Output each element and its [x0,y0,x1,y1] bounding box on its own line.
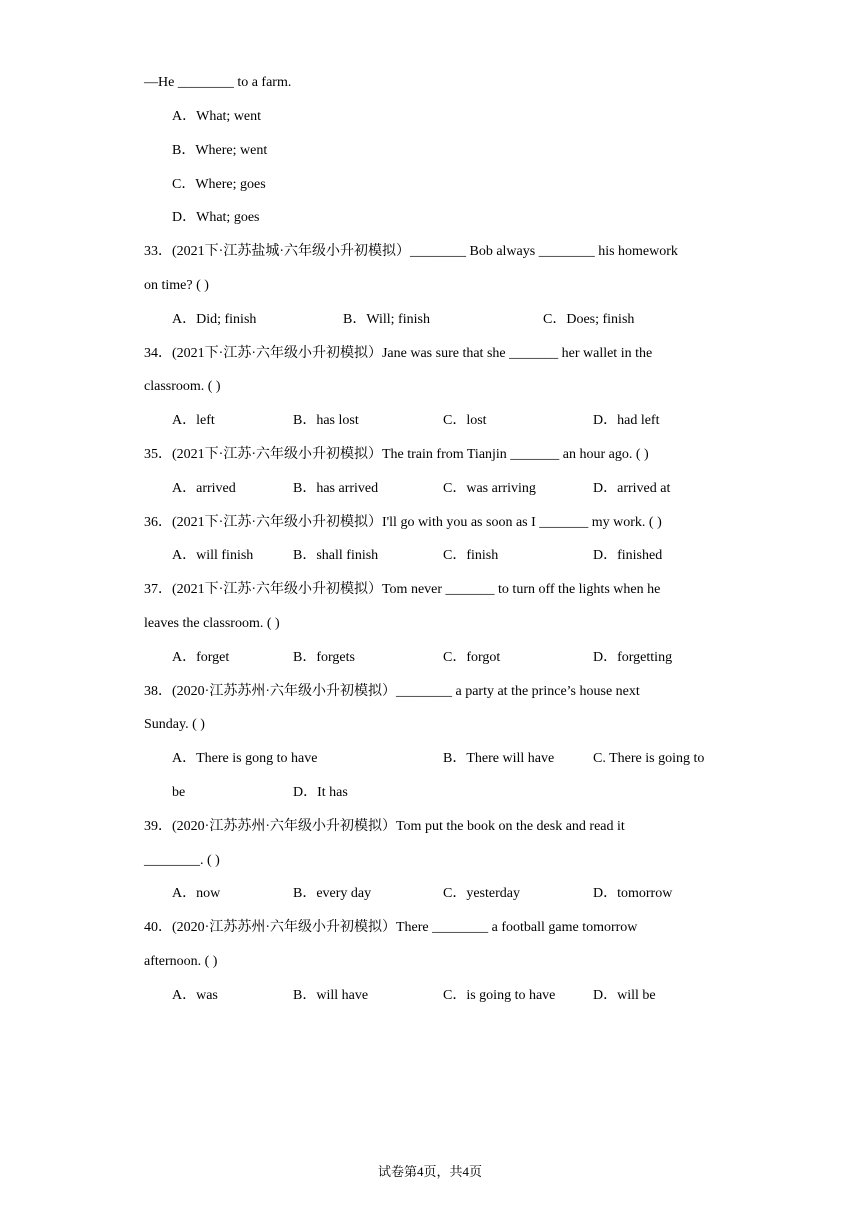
option-a: A．What; went [172,109,262,124]
question-33-line-2: on time? ( ) [144,278,209,293]
option-d: D．It has [293,785,348,800]
option-a: A．Did; finish [172,312,257,327]
option-d: D．finished [593,548,663,563]
question-40-line-2: afternoon. ( ) [144,954,218,969]
option-d: D．arrived at [593,481,671,496]
option-c: C. There is going to [593,751,705,766]
question-37-line-2: leaves the classroom. ( ) [144,616,280,631]
option-c-continued: be [172,785,186,800]
option-d: D．forgetting [593,650,673,665]
page-footer: 试卷第4页，共4页 [377,1164,482,1179]
option-a: A．forget [172,650,230,665]
option-b: B．every day [293,886,372,901]
option-a: A．left [172,413,215,428]
option-a: A．was [172,988,218,1003]
option-b: B．shall finish [293,548,379,563]
option-d: D．tomorrow [593,886,673,901]
question-40-line-1: 40．(2020·江苏苏州·六年级小升初模拟）There ________ a football game tomorrow [144,920,638,935]
question-stem-line: —He ________ to a farm. [144,75,292,90]
option-b: B．There will have [443,751,555,766]
option-d: D．will be [593,988,656,1003]
option-c: C．Where; goes [172,177,266,192]
option-c: C．Does; finish [543,312,635,327]
option-d: D．had left [593,413,660,428]
option-b: B．has lost [293,413,359,428]
option-d: D．What; goes [172,210,260,225]
question-38-line-1: 38．(2020·江苏苏州·六年级小升初模拟）________ a party at the prince’s house next [144,684,640,699]
option-b: B．Will; finish [343,312,430,327]
question-35-line-1: 35．(2021下·江苏·六年级小升初模拟）The train from Tianjin _______ an hour ago. ( ) [144,447,649,462]
option-c: C．yesterday [443,886,520,901]
option-c: C．is going to have [443,988,556,1003]
option-c: C．finish [443,548,499,563]
option-b: B．forgets [293,650,355,665]
option-b: B．will have [293,988,369,1003]
option-a: A．arrived [172,481,236,496]
option-b: B．Where; went [172,143,268,158]
question-39-line-2: ________. ( ) [144,853,220,868]
question-34-line-2: classroom. ( ) [144,379,221,394]
question-39-line-1: 39．(2020·江苏苏州·六年级小升初模拟）Tom put the book on the desk and read it [144,819,625,834]
option-c: C．was arriving [443,481,536,496]
option-c: C．lost [443,413,487,428]
question-34-line-1: 34．(2021下·江苏·六年级小升初模拟）Jane was sure that she _______ her wallet in the [144,346,653,361]
option-a: A．will finish [172,548,254,563]
question-37-line-1: 37．(2021下·江苏·六年级小升初模拟）Tom never _______ to turn off the lights when he [144,582,661,597]
option-b: B．has arrived [293,481,379,496]
question-36-line-1: 36．(2021下·江苏·六年级小升初模拟）I'll go with you as soon as I _______ my work. ( ) [144,515,662,530]
option-c: C．forgot [443,650,501,665]
option-a: A．now [172,886,221,901]
question-38-line-2: Sunday. ( ) [144,717,205,732]
question-33-line-1: 33．(2021下·江苏盐城·六年级小升初模拟）________ Bob always ________ his homework [144,244,678,259]
option-a: A．There is gong to have [172,751,318,766]
